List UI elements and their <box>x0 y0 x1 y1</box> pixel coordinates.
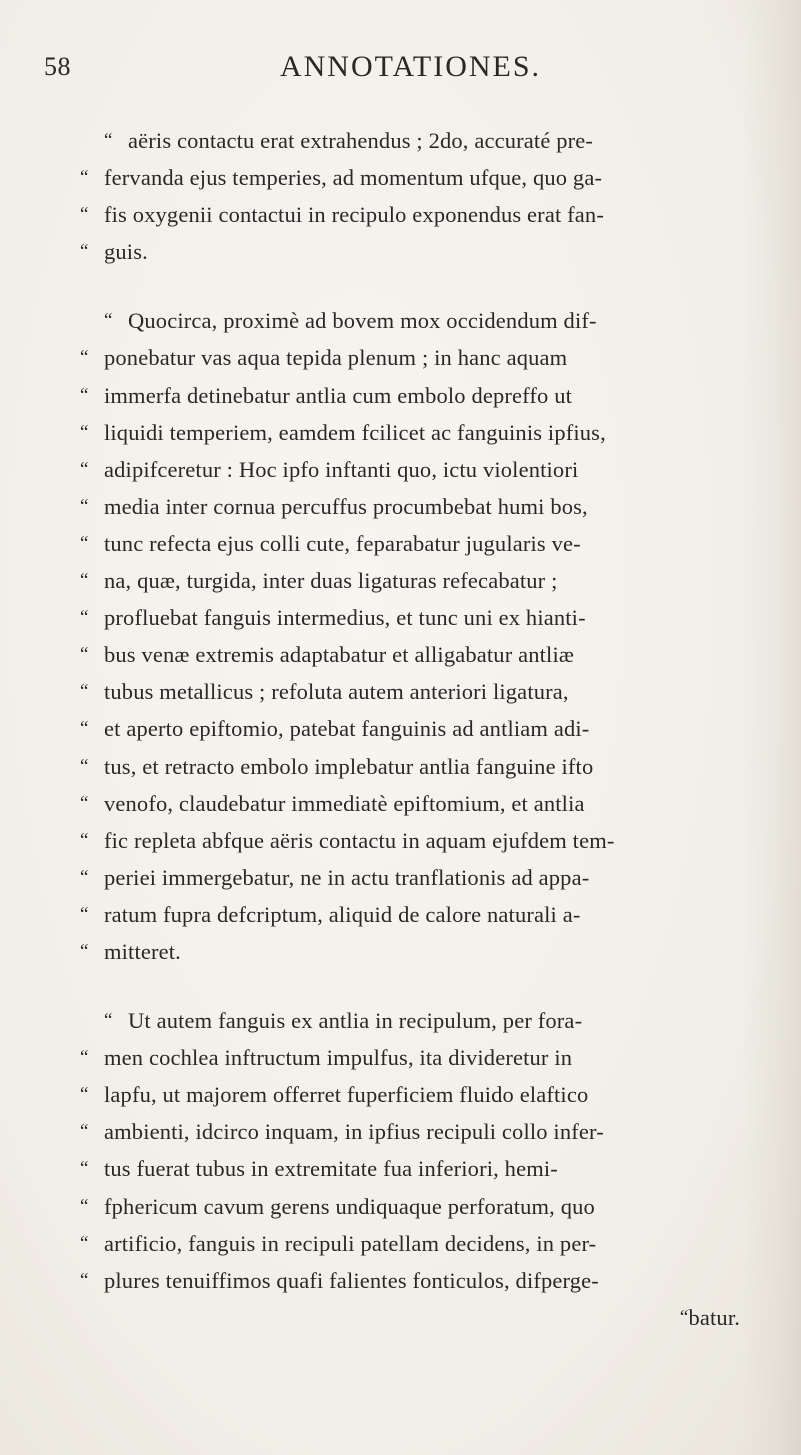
line-text: tunc refecta ejus colli cute, feparabatur jugularis ve- <box>104 530 581 556</box>
body-text <box>80 122 770 1368</box>
line-text: lapfu, ut majorem offerret fuperficiem fluido elaftico <box>104 1082 589 1108</box>
quote-mark: “ <box>80 384 89 406</box>
text-line <box>80 196 770 233</box>
quote-mark: “ <box>80 241 89 263</box>
quote-mark: “ <box>104 1010 113 1032</box>
paragraph <box>80 122 770 270</box>
text-line <box>80 562 770 599</box>
text-line <box>80 302 770 339</box>
quote-mark: “ <box>80 903 89 925</box>
text-line <box>80 785 770 822</box>
line-text: ponebatur vas aqua tepida plenum ; in hanc aquam <box>104 345 568 371</box>
text-line <box>80 859 770 896</box>
quote-mark: “ <box>80 458 89 480</box>
text-line <box>80 1299 770 1336</box>
text-line <box>80 488 770 525</box>
line-text: media inter cornua percuffus procumbebat humi bos, <box>104 493 588 519</box>
line-text: fphericum cavum gerens undiquaque perforatum, quo <box>104 1193 595 1219</box>
quote-mark: “ <box>80 1232 89 1254</box>
text-line <box>80 414 770 451</box>
quote-mark: “ <box>80 347 89 369</box>
quote-mark: “ <box>80 866 89 888</box>
line-text: men cochlea inftructum impulfus, ita divideretur in <box>104 1045 573 1071</box>
quote-mark: “ <box>80 829 89 851</box>
quote-mark: “ <box>80 755 89 777</box>
text-line <box>80 1150 770 1187</box>
quote-mark: “ <box>80 495 89 517</box>
text-line <box>80 451 770 488</box>
line-text: tus, et retracto embolo implebatur antlia fanguine ifto <box>104 753 594 779</box>
text-line <box>80 933 770 970</box>
line-text: ratum fupra defcriptum, aliquid de calore naturali a- <box>104 901 581 927</box>
quote-mark: “ <box>80 1195 89 1217</box>
text-line <box>80 710 770 747</box>
quote-mark: “ <box>80 644 89 666</box>
line-text: aëris contactu erat extrahendus ; 2do, accuraté pre- <box>128 128 594 153</box>
text-line <box>80 673 770 710</box>
text-line <box>80 1262 770 1299</box>
quote-mark: “ <box>80 167 89 189</box>
text-line <box>80 339 770 376</box>
paragraph <box>80 302 770 970</box>
page-number: 58 <box>44 52 71 81</box>
line-text: periei immergebatur, ne in actu tranflationis ad appa- <box>104 864 590 890</box>
line-text: plures tenuiffimos quafi falientes fonticulos, difperge- <box>104 1267 599 1293</box>
quote-mark: “ <box>80 421 89 443</box>
line-text: Ut autem fanguis ex antlia in recipulum, per fora- <box>128 1008 583 1034</box>
text-line <box>80 1225 770 1262</box>
text-line <box>80 822 770 859</box>
quote-mark: “ <box>80 1158 89 1180</box>
line-text: tus fuerat tubus in extremitate fua inferiori, hemi- <box>104 1156 558 1182</box>
line-text: bus venæ extremis adaptabatur et alligabatur antliæ <box>104 642 575 668</box>
text-line <box>80 1113 770 1150</box>
text-line <box>80 122 770 159</box>
line-text: na, quæ, turgida, inter duas ligaturas refecabatur ; <box>104 568 558 594</box>
line-text: adipifceretur : Hoc ipfo inftanti quo, ictu violentiori <box>104 456 579 482</box>
paragraph <box>80 1002 770 1336</box>
line-text: venofo, claudebatur immediatè epiftomium, et antlia <box>104 790 585 816</box>
text-line <box>80 599 770 636</box>
line-text: immerfa detinebatur antlia cum embolo depreffo ut <box>104 382 573 408</box>
text-line <box>80 377 770 414</box>
quote-mark: “ <box>104 130 113 151</box>
text-line <box>80 1002 770 1039</box>
page-header <box>0 44 801 84</box>
quote-mark: “ <box>80 792 89 814</box>
text-line <box>80 1188 770 1225</box>
quote-mark: “ <box>80 204 89 226</box>
line-text: profluebat fanguis intermedius, et tunc uni ex hianti- <box>104 605 586 631</box>
text-line <box>80 233 770 270</box>
quote-mark: “ <box>80 940 89 962</box>
text-line <box>80 525 770 562</box>
quote-mark: “ <box>80 532 89 554</box>
line-text: batur. <box>688 1304 740 1330</box>
line-text: liquidi temperiem, eamdem fcilicet ac fanguinis ipfius, <box>104 419 606 445</box>
line-text: artificio, fanguis in recipuli patellam decidens, in per- <box>104 1230 597 1256</box>
quote-mark: “ <box>80 681 89 703</box>
text-line <box>80 748 770 785</box>
text-line <box>80 1039 770 1076</box>
quote-mark: “ <box>80 570 89 592</box>
quote-mark: “ <box>80 1084 89 1106</box>
running-head: ANNOTATIONES. <box>279 50 542 83</box>
line-text: fic repleta abfque aëris contactu in aquam ejufdem tem- <box>104 827 615 853</box>
quote-mark: “ <box>80 1121 89 1143</box>
line-text: tubus metallicus ; refoluta autem anteriori ligatura, <box>104 679 569 705</box>
line-text: fervanda ejus temperies, ad momentum ufque, quo ga- <box>104 165 603 191</box>
text-line <box>80 896 770 933</box>
line-text: et aperto epiftomio, patebat fanguinis ad antliam adi- <box>104 716 590 742</box>
quote-mark: “ <box>679 1306 689 1328</box>
line-text: mitteret. <box>104 938 181 964</box>
quote-mark: “ <box>80 718 89 740</box>
line-text: guis. <box>104 239 148 265</box>
quote-mark: “ <box>104 310 113 332</box>
text-line <box>80 1076 770 1113</box>
quote-mark: “ <box>80 607 89 629</box>
quote-mark: “ <box>80 1047 89 1069</box>
quote-mark: “ <box>80 1269 89 1291</box>
line-text: fis oxygenii contactui in recipulo exponendus erat fan- <box>104 202 604 228</box>
line-text: ambienti, idcirco inquam, in ipfius recipuli collo infer- <box>104 1119 604 1145</box>
line-text: Quocirca, proximè ad bovem mox occidendum dif- <box>128 308 597 334</box>
text-line <box>80 159 770 196</box>
text-line <box>80 636 770 673</box>
